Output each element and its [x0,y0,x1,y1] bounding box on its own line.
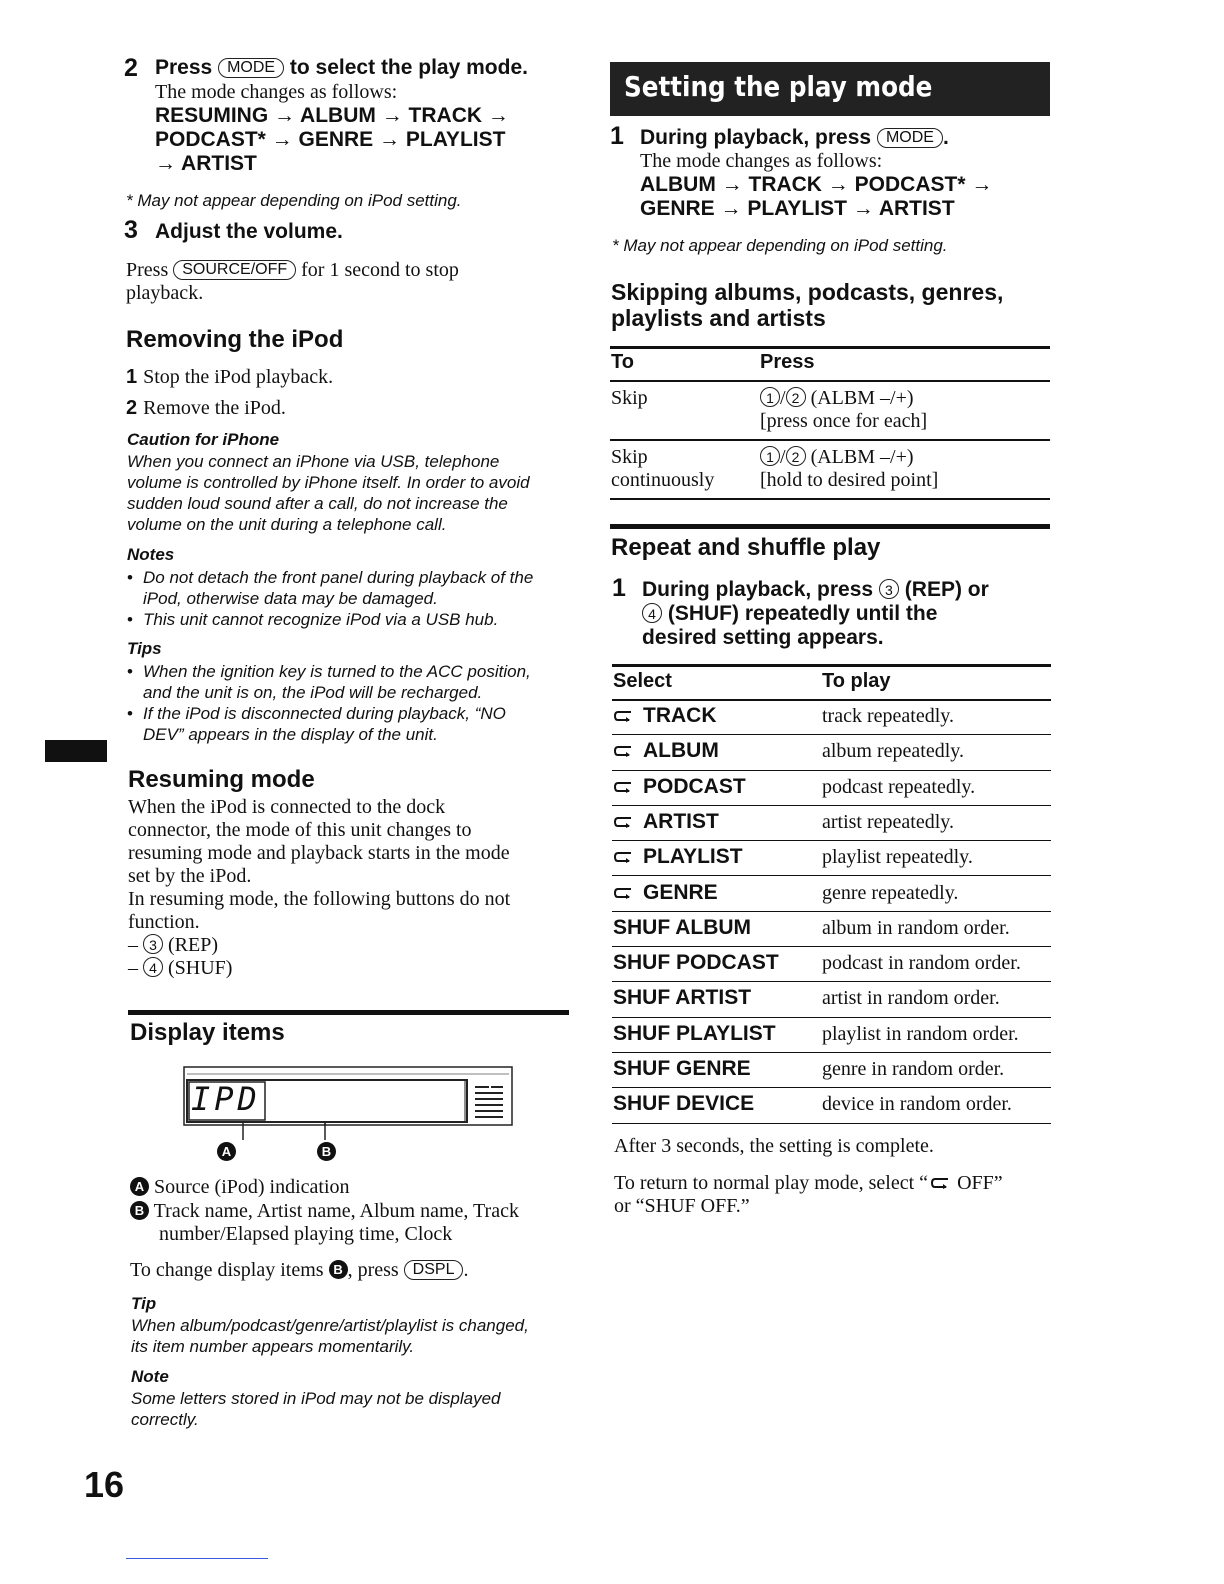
right-mode-sequence [640,173,992,221]
table-row [612,1088,1051,1123]
tip-title: Tip [131,1294,157,1313]
display-item-a-text: Source (iPod) indication [154,1176,350,1198]
repeat-icon [613,887,633,899]
step-2 [124,54,138,83]
section-banner [610,62,1050,116]
after-text: After 3 seconds, the setting is complete. [614,1135,934,1157]
select-cell: SHUF DEVICE [613,1092,755,1116]
play-cell: album in random order. [822,916,1010,939]
button-1-icon: 1 [760,387,780,407]
return-text: To return to normal play mode, select “ OFF” or “SHUF OFF.” [614,1172,1003,1217]
display-item-a [130,1176,350,1199]
tip-item: • When the ignition key is turned to the ACC position, and the unit is on, the iPod will be recharged. [127,661,531,703]
caution-title: Caution for iPhone [127,430,280,449]
repeat-icon [613,851,633,863]
removing-step-2-text: Remove the iPod. [143,397,286,419]
mode-key: MODE [218,58,284,78]
step-number: 1 [612,574,626,602]
notes-list [127,567,533,630]
table-row [612,771,1051,806]
step-2-press: Press [155,56,213,79]
mode-sequence [155,104,509,176]
source-off-key: SOURCE/OFF [173,260,296,280]
play-cell: device in random order. [822,1093,1012,1116]
repeat-icon [930,1177,950,1189]
display-diagram [183,1066,513,1128]
select-cell: ARTIST [613,810,719,834]
select-cell: SHUF PLAYLIST [613,1021,776,1045]
display-item-b [130,1200,519,1246]
table-row [612,1053,1051,1088]
play-cell: genre repeatedly. [822,881,959,904]
resuming-line: In resuming mode, the following buttons do not [128,888,511,910]
table-row [612,735,1051,770]
table-rule [610,380,1050,382]
table-row [612,1018,1051,1053]
lcd-source-text: IPD [191,1080,261,1118]
banner-title: Setting the play mode [624,70,933,103]
skip-row-1-to: Skip [611,387,648,409]
removing-step-1 [126,366,333,389]
button-3-icon: 3 [879,579,899,599]
repeat-icon [613,745,633,757]
tip-text: When album/podcast/genre/artist/playlist is changed, its item number appears momentarily. [131,1316,529,1356]
removing-step-1-text: Stop the iPod playback. [143,366,334,388]
play-cell: artist in random order. [822,987,1000,1010]
step-2-rest: to select the play mode. [289,56,528,79]
section-tab-marker [45,740,107,762]
resuming-text [128,796,510,980]
step-3-after: for 1 second to stop [301,259,459,281]
label-b-badge: B [329,1260,348,1279]
caution-text [127,451,530,535]
skip-row-2-press: 1 / 2 (ALBM –/+) [hold to desired point] [760,446,939,491]
select-cell: ALBUM [613,739,719,763]
tips-list [127,661,531,745]
repeat-icon [613,816,633,828]
resuming-line: connector, the mode of this unit changes to [128,819,472,841]
play-cell: podcast in random order. [822,952,1021,975]
skip-col-to: To [611,351,634,373]
button-1-icon: 1 [760,446,780,466]
mode-sequence-line-1: RESUMING → ALBUM → TRACK → [155,104,509,127]
display-item-b-text-2: number/Elapsed playing time, Clock [159,1223,453,1245]
mode-sequence-line-2: PODCAST* → GENRE → PLAYLIST [155,128,506,151]
mode-sequence-line-2: GENRE → PLAYLIST → ARTIST [640,197,955,220]
label-a-badge: A [130,1177,149,1196]
select-cell: TRACK [613,704,717,728]
label-a-badge: A [217,1142,236,1161]
step-3-press: Press [126,259,169,281]
tips-title: Tips [127,639,162,658]
tip-item: • If the iPod is disconnected during playback, “NO DEV” appears in the display of the unit. [127,703,531,745]
skip-row-2-to: Skip continuously [611,446,715,491]
play-cell: album repeatedly. [822,740,964,763]
step-number: 2 [126,397,138,419]
mode-sequence-line-3: → ARTIST [155,152,257,175]
resuming-line: function. [128,911,200,933]
disabled-button-shuf: – 4 (SHUF) [128,957,233,979]
step-3-title: Adjust the volume. [155,220,343,243]
removing-step-2 [126,397,286,420]
footer-line [126,1558,268,1559]
caution-line: volume is controlled by iPhone itself. In order to avoid [127,473,530,492]
mode-key: MODE [877,128,943,148]
change-display-text: To change display items B , press DSPL . [130,1259,469,1281]
step-2-heading [155,56,528,80]
right-step-1-title: During playback, press MODE . [640,126,949,149]
resuming-line: resuming mode and playback starts in the mode [128,842,510,864]
step-number: 3 [124,216,138,244]
repeat-step-text: During playback, press 3 (REP) or 4 (SHUF) repeatedly until the desired setting appears. [642,578,989,649]
caution-line: volume on the unit during a telephone call. [127,515,447,534]
removing-title: Removing the iPod [126,326,344,353]
skipping-title: Skipping albums, podcasts, genres, playlists and artists [611,279,1004,331]
table-top-rule [612,664,1051,667]
note-item: • This unit cannot recognize iPod via a USB hub. [127,609,533,630]
repeat-icon [613,710,633,722]
select-cell: SHUF ARTIST [613,986,752,1010]
table-row [612,912,1051,947]
play-cell: track repeatedly. [822,705,954,727]
table-top-rule [610,346,1050,349]
step-3-text [126,259,459,305]
select-cell: SHUF ALBUM [613,915,752,939]
select-cell: PODCAST [613,775,746,799]
button-4-icon: 4 [143,957,163,977]
resuming-line: set by the iPod. [128,865,252,887]
repeat-title: Repeat and shuffle play [611,534,881,561]
select-cell: GENRE [613,881,718,905]
select-cell: SHUF PODCAST [613,951,779,975]
button-3-icon: 3 [143,934,163,954]
table-row [612,982,1051,1017]
play-cell: playlist repeatedly. [822,846,973,869]
table-row [612,806,1051,841]
note-text: Some letters stored in iPod may not be displayed correctly. [131,1389,501,1429]
display-title: Display items [130,1019,285,1046]
step-number: 1 [126,366,138,388]
note-title: Note [131,1367,169,1386]
step-3-line-2: playback. [126,282,204,304]
button-2-icon: 2 [786,446,806,466]
disabled-button-rep: – 3 (REP) [128,934,218,956]
play-cell: playlist in random order. [822,1022,1019,1045]
resuming-title: Resuming mode [128,766,315,793]
table-row [612,877,1051,912]
resuming-line: When the iPod is connected to the dock [128,796,446,818]
right-footnote: * May not appear depending on iPod setting. [612,236,948,255]
right-step-1-desc: The mode changes as follows: [640,150,883,172]
table-rule [610,439,1050,441]
label-b-badge: B [130,1201,149,1220]
play-cell: podcast repeatedly. [822,775,976,798]
mode-sequence-line-1: ALBUM → TRACK → PODCAST* → [640,173,993,196]
skip-row-1-press: 1 / 2 (ALBM –/+) [press once for each] [760,387,928,432]
caution-line: When you connect an iPhone via USB, telephone [127,452,500,471]
label-b-badge: B [317,1142,336,1161]
caution-line: sudden loud sound after a call, do not increase the [127,494,508,513]
step-number: 1 [610,122,624,150]
table-bottom-rule [610,498,1050,500]
dspl-key: DSPL [404,1260,464,1280]
table-row [612,700,1051,735]
footnote: * May not appear depending on iPod setting. [126,191,462,210]
page-number: 16 [84,1464,125,1505]
repeat-icon [613,781,633,793]
select-cell: PLAYLIST [613,845,743,869]
step-2-desc: The mode changes as follows: [155,81,398,103]
section-divider [610,524,1050,529]
button-2-icon: 2 [786,387,806,407]
skip-col-press: Press [760,351,815,373]
notes-title: Notes [127,545,175,564]
play-cell: genre in random order. [822,1058,1005,1080]
section-divider [128,1010,569,1015]
col-to-play: To play [822,670,891,692]
table-row [612,841,1051,876]
play-cell: artist repeatedly. [822,810,954,833]
step-number: 2 [124,54,138,82]
button-4-icon: 4 [642,603,662,623]
table-row [612,947,1051,982]
note-item: • Do not detach the front panel during playback of the iPod, otherwise data may be damaged. [127,567,533,609]
col-select: Select [613,670,672,692]
select-cell: SHUF GENRE [613,1057,751,1080]
display-item-b-text: Track name, Artist name, Album name, Track [153,1200,519,1222]
